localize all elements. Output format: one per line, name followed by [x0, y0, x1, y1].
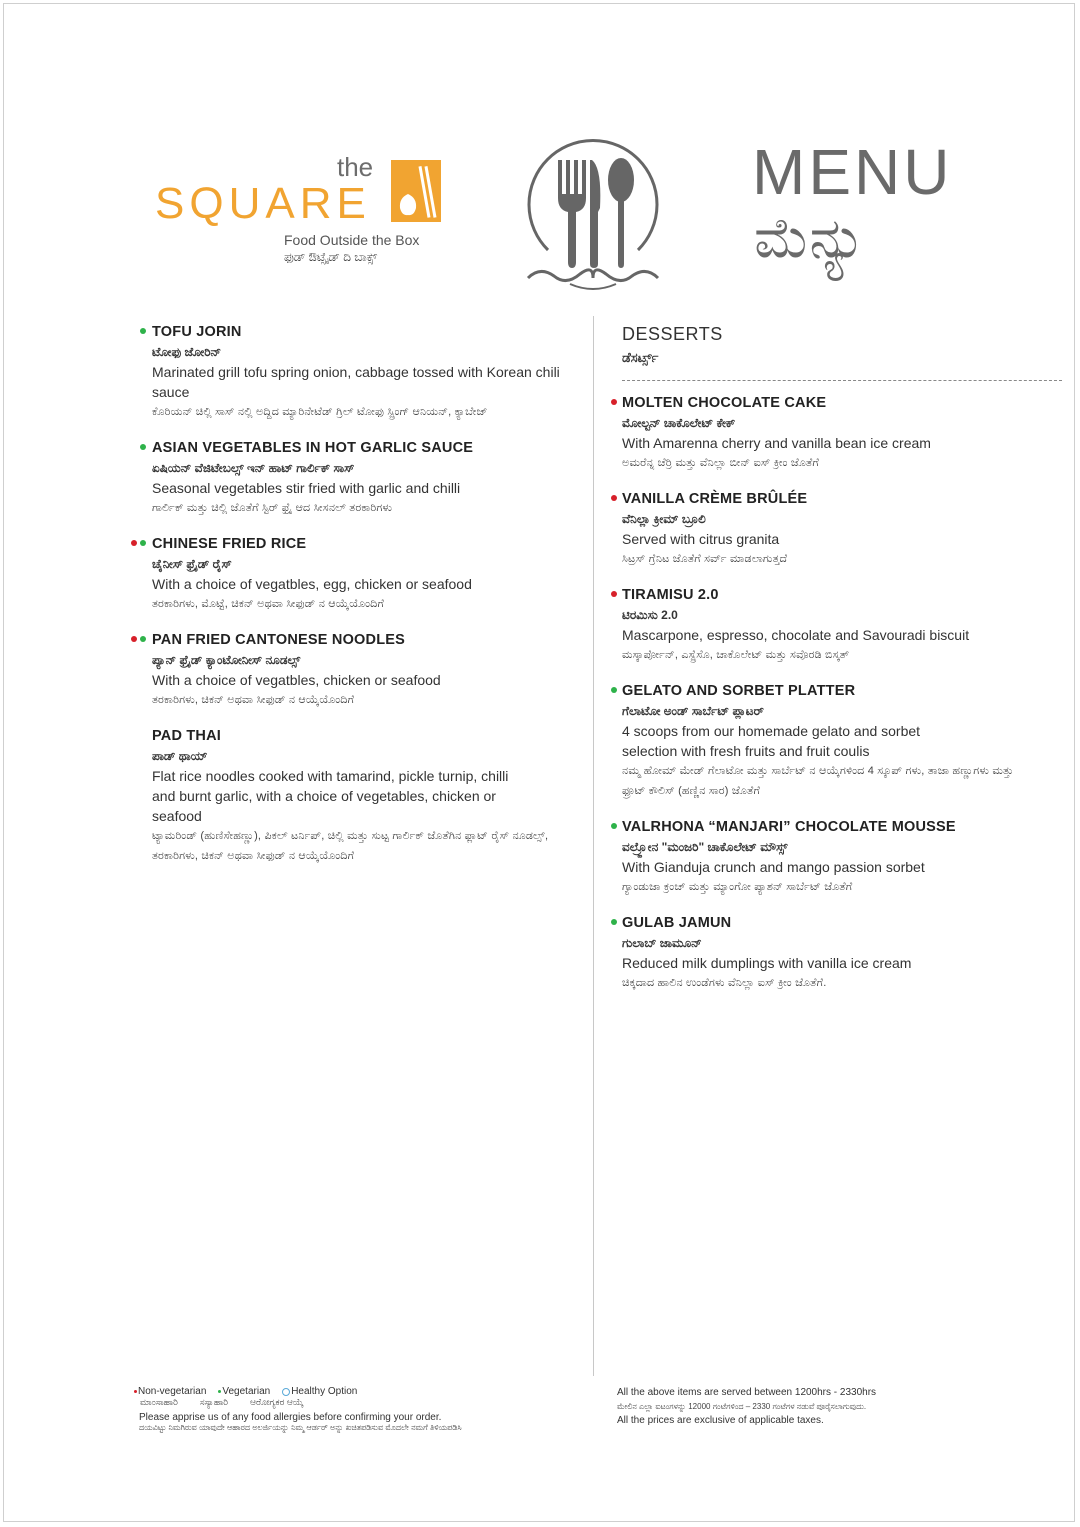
item-description: Mascarpone, espresso, chocolate and Savouradi biscuit [622, 627, 970, 643]
item-description-kannada: ತರಕಾರಿಗಳು, ಚಿಕನ್ ಅಥವಾ ಸೀಫುಡ್ ನ ಆಯ್ಕೆಯೊಂದಿಗೆ [152, 694, 355, 706]
menu-item [622, 817, 1052, 897]
menu-item [152, 630, 562, 710]
item-name-kannada: ಗೆಲಾಟೋ ಅಂಡ್ ಸಾರ್ಬೆಟ್ ಪ್ಲಾಟರ್ [622, 704, 764, 718]
item-description-kannada: ಚಿಕ್ಕದಾದ ಹಾಲಿನ ಉಂಡೆಗಳು ವೆನಿಲ್ಲಾ ಐಸ್ ಕ್ರೀಂ ಜೊತೆಗೆ. [622, 977, 827, 989]
item-description: 4 scoops from our homemade gelato and sorbet selection with fresh fruits and fruit coulis [622, 723, 921, 759]
item-name: PAN FRIED CANTONESE NOODLES [152, 632, 405, 648]
item-description-kannada: ಗಾರ್ಲಿಕ್ ಮತ್ತು ಚಿಲ್ಲಿ ಜೊತೆಗೆ ಸ್ಟಿರ್ ಫ್ರೈ ಆದ ಸೀಸನಲ್ ತರಕಾರಿಗಳು [152, 502, 393, 514]
item-description: Seasonal vegetables stir fried with garlic and chilli [152, 480, 461, 496]
diet-marker [131, 636, 146, 642]
item-name-kannada: ಟೋಫು ಜೋರಿನ್ [152, 345, 222, 359]
legend-veg-label: Vegetarian [222, 1386, 271, 1397]
item-name-kannada: ಪ್ಯಾನ್ ಫ್ರೈಡ್ ಕ್ಯಾಂಟೋನೀಸ್ ನೂಡಲ್ಸ್ [152, 653, 301, 667]
legend-healthy [282, 1386, 357, 1397]
veg-dot-icon [140, 444, 146, 450]
dashed-divider [622, 380, 1062, 381]
logo-the: the [337, 152, 374, 182]
legend-nonveg [134, 1386, 206, 1397]
diet-marker [611, 495, 617, 501]
diet-marker [611, 591, 617, 597]
logo-wordmark: SQUARE [155, 179, 371, 228]
diet-marker [611, 399, 617, 405]
menu-item [622, 585, 1052, 665]
item-description: With a choice of vegatbles, egg, chicken or seafood [152, 576, 472, 592]
nonveg-dot-icon [611, 399, 617, 405]
legend-nonveg-kannada: ಮಾಂಸಾಹಾರಿ [140, 1397, 178, 1407]
veg-dot-icon [140, 540, 146, 546]
menu-item [622, 913, 1052, 993]
nonveg-dot-icon [134, 1390, 137, 1393]
menu-title-kannada: ಮೆನ್ಯು [754, 206, 867, 269]
item-description-kannada: ನಮ್ಮ ಹೋಮ್ ಮೇಡ್ ಗೆಲಾಟೋ ಮತ್ತು ಸಾರ್ಬೆಟ್ ನ ಆಯ್ಕೆಗಳಿಂದ 4 ಸ್ಕೂಪ್ ಗಳು, ತಾಜಾ ಹಣ್ಣುಗಳು ಮತ್ತು ಫ್ರೂಟ್ ಕೌಲಿಸ್ (ಹಣ್ಣಿನ ಸಾರ) ಜೊತೆಗೆ [622, 765, 1014, 797]
logo-box-icon [391, 160, 441, 222]
column-divider [593, 316, 594, 1376]
diet-legend [134, 1386, 462, 1433]
item-name-kannada: ಮೋಲ್ಟನ್ ಚಾಕೊಲೇಟ್ ಕೇಕ್ [622, 416, 736, 430]
desserts-column [622, 322, 1052, 1009]
veg-dot-icon [611, 919, 617, 925]
logo-tagline-kannada: ಫುಡ್ ಔಟ್ಸೈಡ್ ದಿ ಬಾಕ್ಸ್ [284, 250, 378, 264]
item-description-kannada: ಸಿಟ್ರಸ್ ಗ್ರೆನಿಟ ಜೊತೆಗೆ ಸರ್ವ್ ಮಾಡಲಾಗುತ್ತದೆ [622, 553, 788, 565]
item-description-kannada: ಕೊರಿಯನ್ ಚಿಲ್ಲಿ ಸಾಸ್ ನಲ್ಲಿ ಅದ್ದಿದ ಮ್ಯಾರಿನೇಟೆಡ್ ಗ್ರಿಲ್ ಟೋಫು ಸ್ಪ್ರಿಂಗ್ ಆನಿಯನ್, ಕ್ಯಾಬೇಜ್ [152, 406, 488, 418]
item-description: Flat rice noodles cooked with tamarind, pickle turnip, chilli and burnt garlic, with a choice of vegetables, chicken or seafood [152, 768, 509, 824]
item-name: VALRHONA “MANJARI” CHOCOLATE MOUSSE [622, 819, 956, 835]
veg-dot-icon [611, 823, 617, 829]
legend-veg [218, 1386, 270, 1397]
item-name: PAD THAI [152, 728, 221, 744]
allergy-note: Please apprise us of any food allergies before confirming your order. [139, 1412, 442, 1423]
nonveg-dot-icon [611, 495, 617, 501]
service-hours-kannada: ಮೇಲಿನ ಎಲ್ಲಾ ಐಟಂಗಳನ್ನು 12000 ಗಂಟೆಗಳಿಂದ – 2330 ಗಂಟೆಗಳ ನಡುವೆ ಪೂರೈಸಲಾಗುವುದು. [617, 1402, 867, 1411]
tax-note: All the prices are exclusive of applicable taxes. [617, 1415, 824, 1426]
diet-marker [140, 444, 146, 450]
legend-nonveg-label: Non-vegetarian [138, 1386, 207, 1397]
item-description-kannada: ಟ್ಯಾಮರಿಂಡ್ (ಹುಣಿಸೇಹಣ್ಣು), ಪಿಕಲ್ ಟರ್ನಿಪ್, ಚಿಲ್ಲಿ ಮತ್ತು ಸುಟ್ಟ ಗಾರ್ಲಿಕ್ ಜೊತೆಗಿನ ಫ್ಲಾಟ್ ರೈಸ್ ನೂಡಲ್ಸ್, ತರಕಾರಿಗಳು, ಚಿಕನ್ ಅಥವಾ ಸೀಫುಡ್ ನ ಆಯ್ಕೆಯೊಂದಿಗೆ [152, 830, 549, 862]
item-name: VANILLA CRÈME BRÛLÉE [622, 491, 808, 507]
veg-dot-icon [218, 1390, 221, 1393]
service-info [617, 1386, 876, 1428]
diet-marker [611, 687, 617, 693]
item-name: TOFU JORIN [152, 324, 242, 340]
item-name: ASIAN VEGETABLES IN HOT GARLIC SAUCE [152, 440, 474, 456]
menu-item [622, 393, 1052, 473]
veg-dot-icon [140, 328, 146, 334]
section-title: DESSERTS [622, 324, 723, 344]
item-description-kannada: ತರಕಾರಿಗಳು, ಮೊಟ್ಟೆ, ಚಿಕನ್ ಅಥವಾ ಸೀಫುಡ್ ನ ಆಯ್ಕೆಯೊಂದಿಗೆ [152, 598, 385, 610]
item-name-kannada: ಟಿರಮಿಸು 2.0 [622, 608, 678, 622]
diet-marker [611, 823, 617, 829]
veg-dot-icon [611, 687, 617, 693]
legend-healthy-label: Healthy Option [291, 1386, 358, 1397]
menu-item [152, 438, 562, 518]
item-description-kannada: ಅಮರೆನ್ನ ಚೆರ್ರಿ ಮತ್ತು ವೆನಿಲ್ಲಾ ಬೀನ್ ಐಸ್ ಕ್ರೀಂ ಜೊತೆಗೆ [622, 457, 819, 469]
logo-tagline: Food Outside the Box [284, 232, 420, 248]
item-name-kannada: ಏಷಿಯನ್ ವೆಜಿಟೇಬಲ್ಸ್ ಇನ್ ಹಾಟ್ ಗಾರ್ಲಿಕ್ ಸಾಸ್ [152, 461, 355, 475]
diet-marker [611, 919, 617, 925]
healthy-ring-icon [282, 1388, 290, 1396]
item-description: Reduced milk dumplings with vanilla ice cream [622, 955, 912, 971]
item-description: Marinated grill tofu spring onion, cabbage tossed with Korean chili sauce [152, 364, 560, 400]
item-description-kannada: ಗ್ಯಾಂಡುಜಾ ಕ್ರಂಚ್ ಮತ್ತು ಮ್ಯಾಂಗೋ ಪ್ಯಾಶನ್ ಸಾರ್ಬೆಟ್ ಜೊತೆಗೆ [622, 881, 853, 893]
item-description: With Amarenna cherry and vanilla bean ice cream [622, 435, 931, 451]
diet-marker [140, 328, 146, 334]
cutlery-emblem-icon [520, 138, 666, 294]
menu-item [152, 534, 562, 614]
menu-item [152, 322, 562, 422]
item-name: TIRAMISU 2.0 [622, 587, 719, 603]
item-name-kannada: ವಲ್ರ್ಹೋನ "ಮಂಜರಿ" ಚಾಕೊಲೇಟ್ ಮೌಸ್ಸ್ [622, 840, 788, 854]
service-hours: All the above items are served between 1200hrs - 2330hrs [617, 1387, 877, 1398]
nonveg-dot-icon [611, 591, 617, 597]
veg-dot-icon [140, 636, 146, 642]
menu-item [622, 489, 1052, 569]
item-description-kannada: ಮಸ್ಕಾರ್ಪೋನ್, ಎಸ್ಪ್ರೆಸೊ, ಚಾಕೊಲೇಟ್ ಮತ್ತು ಸವೊರಡಿ ಬಿಸ್ಕತ್ [622, 649, 850, 661]
section-title-kannada: ಡೆಸರ್ಟ್ಸ್ [622, 350, 659, 365]
item-name-kannada: ಗುಲಾಬ್ ಜಾಮೂನ್ [622, 936, 702, 950]
nonveg-dot-icon [131, 540, 137, 546]
nonveg-dot-icon [131, 636, 137, 642]
legend-healthy-kannada: ಆರೋಗ್ಯಕರ ಆಯ್ಕೆ [250, 1397, 304, 1407]
item-name-kannada: ಪಾಡ್ ಥಾಯ್ [152, 749, 208, 763]
menu-title: MENU [752, 136, 953, 208]
item-name-kannada: ಚೈನೀಸ್ ಫ್ರೈಡ್ ರೈಸ್ [152, 557, 232, 571]
allergy-note-kannada: ದಯವಿಟ್ಟು ನಿಮಗಿರುವ ಯಾವುದೇ ಆಹಾರದ ಅಲರ್ಜಿಯನ್ನು ನಿಮ್ಮ ಆರ್ಡರ್ ಅನ್ನು ಖಚಿತಪಡಿಸುವ ಮೊದಲೇ ನಮಗೆ ತಿಳಿಯಪಡಿಸಿ [139, 1423, 462, 1432]
item-description: With a choice of vegatbles, chicken or seafood [152, 672, 441, 688]
legend-veg-kannada: ಸಸ್ಯಾಹಾರಿ [199, 1397, 229, 1407]
item-description: Served with citrus granita [622, 531, 780, 547]
mains-column [152, 322, 562, 882]
item-name: GULAB JAMUN [622, 915, 732, 931]
item-name: GELATO AND SORBET PLATTER [622, 683, 856, 699]
menu-item [622, 681, 1052, 801]
item-name-kannada: ವೆನಿಲ್ಲಾ ಕ್ರೀಮ್ ಬ್ರೂಲಿ [622, 512, 706, 526]
diet-marker [131, 540, 146, 546]
item-name: MOLTEN CHOCOLATE CAKE [622, 395, 827, 411]
item-description: With Gianduja crunch and mango passion sorbet [622, 859, 925, 875]
brand-logo [150, 150, 450, 270]
menu-item [152, 726, 562, 866]
item-name: CHINESE FRIED RICE [152, 536, 307, 552]
